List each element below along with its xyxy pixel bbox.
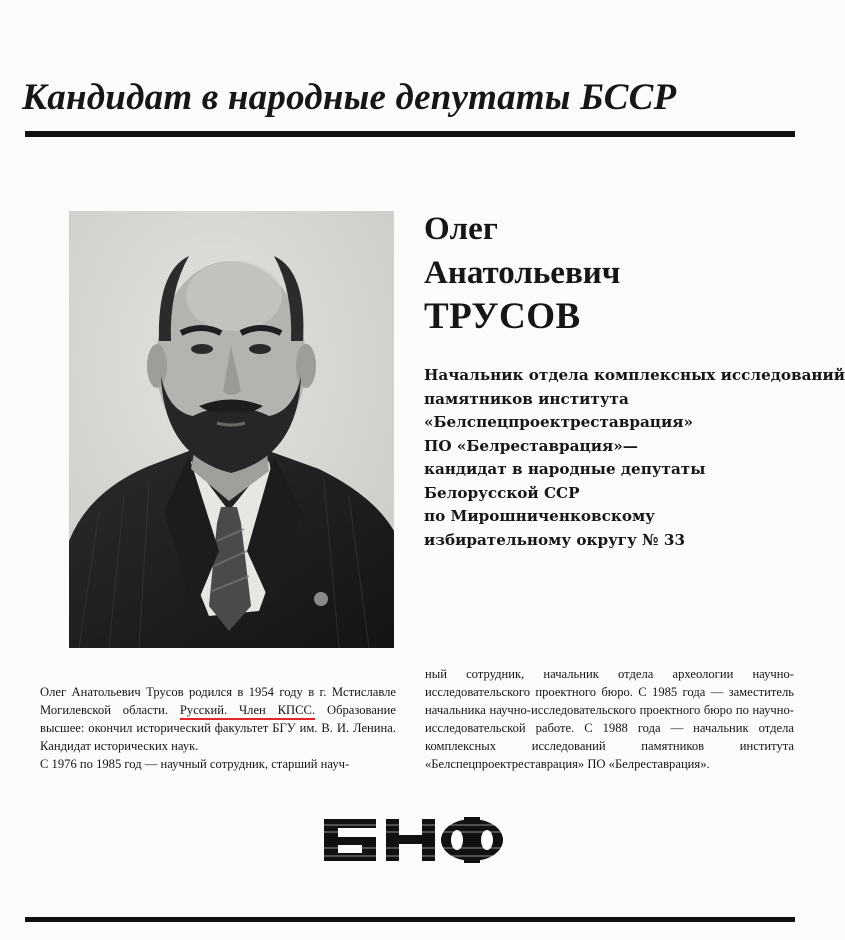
candidate-first-name: Олег: [424, 211, 498, 247]
bottom-divider: [25, 917, 795, 922]
biography-paragraph: [40, 683, 396, 755]
biography-text: Образование высшее: окончил исторический факультет БГУ им. В. И. Ленина. Кандидат исторических наук.: [40, 703, 396, 753]
candidate-position: [424, 364, 845, 552]
nationality-party-text: Русский. Член КПСС.: [179, 703, 316, 717]
candidate-portrait: [69, 211, 394, 648]
position-line: Начальник отдела комплексных исследований: [424, 366, 845, 384]
biography-paragraph: [425, 665, 794, 773]
page-title: Кандидат в народные депутаты БССР: [22, 77, 677, 118]
bnf-logo: [322, 817, 506, 863]
biography-text: Олег Анатольевич Трусов родился в 1954 году в г. Мстиславле Могилевской области.: [40, 685, 396, 717]
position-line: ПО «Белреставрация»—: [424, 436, 638, 455]
biography-paragraph: [40, 755, 396, 773]
candidate-name: [424, 207, 784, 339]
position-line: по Мирошниченковскому: [424, 507, 655, 525]
position-line: «Белспецпроектреставрация»: [424, 413, 693, 431]
position-line: Белорусской ССР: [424, 483, 580, 502]
candidate-last-name: ТРУСОВ: [424, 296, 581, 337]
biography-text: ный сотрудник, начальник отдела археологии научно-исследовательского проектного бюро. С 1985 года — заместитель начальника научно-исследовательского проектного бюро по научно-исследовательской работе. С 1988 года — начальник отдела комплексных исследований памятников института «Белспецпроектреставрация» ПО «Белреставрация».: [425, 667, 794, 771]
biography-right-column: [425, 665, 794, 773]
candidate-patronymic: Анатольевич: [424, 255, 621, 291]
position-line: избирательному округу № 33: [424, 530, 686, 549]
biography-left-column: [40, 683, 396, 773]
top-divider: [25, 131, 795, 137]
biography-text: С 1976 по 1985 год — научный сотрудник, старший науч-: [40, 757, 350, 771]
position-line: памятников института: [424, 389, 629, 408]
position-line: кандидат в народные депутаты: [424, 460, 706, 478]
